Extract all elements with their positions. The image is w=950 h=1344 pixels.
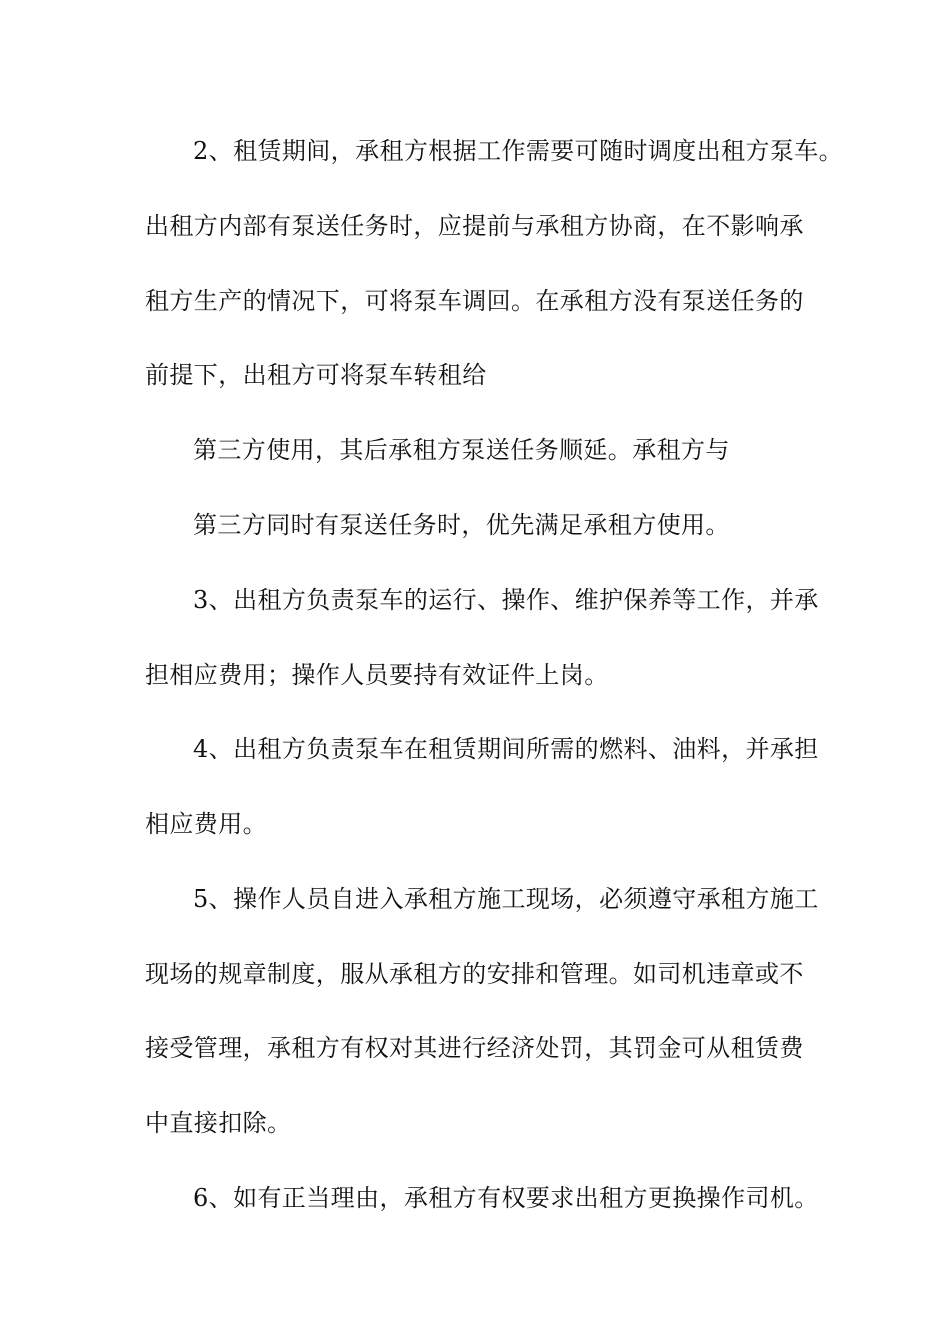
text-line: 前提下，出租方可将泵车转租给	[145, 361, 487, 389]
text-line: 中直接扣除。	[145, 1109, 292, 1137]
text-line: 第三方同时有泵送任务时，优先满足承租方使用。	[193, 511, 730, 539]
text-line: 4、出租方负责泵车在租赁期间所需的燃料、油料，并承担	[193, 735, 819, 763]
text-line: 接受管理，承租方有权对其进行经济处罚，其罚金可从租赁费	[145, 1034, 804, 1062]
text-line: 3、出租方负责泵车的运行、操作、维护保养等工作，并承	[193, 586, 819, 614]
text-line: 5、操作人员自进入承租方施工现场，必须遵守承租方施工	[193, 885, 819, 913]
text-line: 第三方使用，其后承租方泵送任务顺延。承租方与	[193, 436, 730, 464]
text-line: 租方生产的情况下，可将泵车调回。在承租方没有泵送任务的	[145, 287, 804, 315]
text-line: 6、如有正当理由，承租方有权要求出租方更换操作司机。	[193, 1184, 819, 1212]
text-line: 2、租赁期间，承租方根据工作需要可随时调度出租方泵车。	[193, 137, 844, 165]
text-line: 相应费用。	[145, 810, 267, 838]
text-line: 出租方内部有泵送任务时，应提前与承租方协商，在不影响承	[145, 212, 804, 240]
text-line: 担相应费用；操作人员要持有效证件上岗。	[145, 661, 609, 689]
text-line: 现场的规章制度，服从承租方的安排和管理。如司机违章或不	[145, 960, 804, 988]
